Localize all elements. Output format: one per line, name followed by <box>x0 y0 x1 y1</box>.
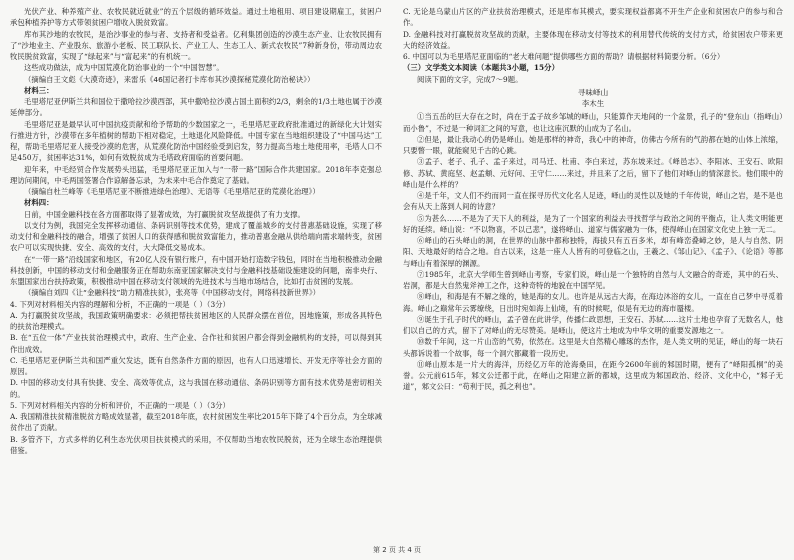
option-a: A. 我国精准扶贫精准脱贫方略成效显著，截至2018年底，农村贫困发生率比2015年下降了4个百分点，为全球减贫作出了贡献。 <box>10 412 382 433</box>
reading-instruction: 阅读下面的文字，完成7～9题。 <box>416 74 523 84</box>
passage-paragraph: ⑨诞生于孔子时代的峄山，孟子曾在此讲学，传播仁政思想，王安石、苏轼……这片土地也孕育了无数名人，他们以自己的方式，留下了对峄山的无尽赞美。是峄山，使这片土地成为中华文明的重要发源地之一。 <box>403 314 783 335</box>
section-heading: （三）文学类文本阅读（本题共3小题，15分） <box>403 63 559 73</box>
paragraph: 毛里塔尼亚伊斯兰共和国位于撒哈拉沙漠西部，其中撒哈拉沙漠占国土面积约2/3，剩余的1/3土地也属于沙漠延伸部分。 <box>10 97 382 118</box>
question-4: 4. 下列对材料相关内容的理解和分析，不正确的一项是（ ）（3分） <box>10 299 230 309</box>
option-d: D. 中国的移动支付具有快捷、安全、高效等优点，这与我国在移动通信、条码识别等方面有技术优势是密切相关的。 <box>10 378 382 399</box>
paragraph: 在“一带一路”沿线国家和地区，有20亿人没有银行账户，有中国开始打造数字钱包，同时在当地积极推动金融科技创新，中国的移动支付和金融服务正在帮助东南亚国家解决支付与金融科技基础设施建设的问题，南非央行、东盟国家出台扶持政策，积极推动中国在移动支付领域的先进技术与当地市场结合，比如打击贫困的发展。 <box>10 254 382 286</box>
question-5: 5. 下列对材料相关内容的分析和评价，不正确的一项是（ ）（3分） <box>10 400 230 410</box>
passage-author: 李木生 <box>581 99 605 108</box>
paragraph: 以支付为例，我国完全发挥移动通信、条码识别等技术优势，建成了覆盖城乡的支付普惠基础设施，实现了移动支付和金融科技的融合，增强了贫困人口的获得感和脱贫致富能力，推动普惠金融从供给端向需求端转变，贫困农户可以实现快捷、安全、高效的支付，大大降低交易成本。 <box>10 220 382 253</box>
passage-paragraph: ④是千年，文人们不约而同一直在探寻历代文化名人足迹，峄山的灵性以及她的千年传说，峄山之岩，是不是也会有从天上落到人间的诗意？ <box>403 191 783 212</box>
option-d: D. 金融科技对打赢脱贫攻坚战的贡献，主要体现在移动支付等技术的利用替代传统的支付方式，给贫困农户带来更大的经济效益。 <box>403 29 783 50</box>
passage-paragraph: ⑤为甚么……不是为了天下人的利益，是为了一个国家的利益去寻找哲学与政治之间的平衡点，让人类文明能更好的延续。峄山说：“不以物喜，不以己悲”，遂将峄山、道家与儒家融为一体，使得峄山在国家文化史上独一无二。 <box>403 213 783 234</box>
page-number: 第 2 页 共 4 页 <box>372 546 422 554</box>
paragraph: 光伏产业、种养殖产业、农牧民就近就业”的五个层级的循环效益。通过土地租用、项目建设期雇工，贫困户承包种植养护等方式带领贫困户增收入脱贫致富。 <box>10 7 382 28</box>
left-column <box>10 6 382 456</box>
material-4-heading: 材料四： <box>23 198 54 208</box>
passage-title: 寻味峄山 <box>577 87 609 97</box>
paragraph: 日前，中国金融科技在各方面都取得了显著成效，为打赢脱贫攻坚战提供了有力支撑。 <box>23 209 305 219</box>
question-6: 6. 中国可以为毛里塔尼亚面临的“老大难问题”提供哪些方面的帮助？请根据材料简要分析。（6分） <box>403 52 725 61</box>
paragraph: 这些成功做法，成为中国荒漠化防治事业的一个“中国智慧”。 <box>23 63 224 73</box>
option-c: C. 无论是乌蒙山片区的产业扶贫治理模式，还是库布其模式，要实现权益都离不开生产企业和贫困农户的参与和合作。 <box>403 7 783 28</box>
passage-paragraph: ⑩数千年间，这一片山峦的气势，依然在。这里是大自然精心雕琢的杰作，是人类文明的见证，峄山的每一块石头都诉说着一个故事，每一个洞穴都藏着一段历史。 <box>403 337 783 358</box>
passage-paragraph: ⑦1985年，北京大学师生曾到峄山考察，专家们说，峄山是一个独特的自然与人文融合的奇迹，其中的石头、岩洞，都是大自然鬼斧神工之作，这种奇特的地貌在中国罕见。 <box>403 269 783 290</box>
passage-paragraph: ②但是，最让我动心的仍是峄山。她是那样的神奇，我心中的神奇，仿佛古今所有的气韵都在她的山体上浓缩，只要瞥一眼，就能窥见千古的心跳。 <box>403 134 783 155</box>
passage-paragraph: ③孟子、老子、孔子、孟子来过，司马迁、杜甫、李白来过，苏东坡来过。《峄邑志》、李阳冰、王安石、欧阳修、苏轼、黄庭坚、赵孟頫、元好问、王守仁……来过，并且来了之后，留下了他们对峄山的情深意长。他们眼中的峄山是什么样的？ <box>403 157 783 189</box>
right-column <box>403 6 783 393</box>
passage-paragraph: ⑥峄山的石头峄山的洞，在世界的山脉中都称独特，海拔只有五百多米，却有峰峦叠嶂之妙，是人与自然、阴阳、天地最好的结合之地。自古以来，这是一座人人皆有的可登临之山，王羲之、《邹山记》、《孟子》、《论语》等都与峄山有着深厚的渊源。 <box>403 236 783 268</box>
option-a: A. 为打赢脱贫攻坚战，我国政策明确要求：必须把帮扶贫困地区的人民群众摆在首位，因地施策，形成各具特色的扶贫治理模式。 <box>10 310 382 331</box>
source-citation: （摘编自王文彪《大漠奇迹》，来雷乐《46国记者打卡库布其沙漠探秘荒漠化防治秘诀》） <box>23 74 315 84</box>
paragraph: 迎年来，中毛经贸合作发展势头迅猛，毛里塔尼亚正加入与“一带一路”国际合作共建国家。2018年李克强总理访问期间，中毛两国签署合作谅解备忘录，为未来中毛合作奠定了基础。 <box>10 164 382 185</box>
passage-paragraph: ⑪峄山原本是一片大的海洋，历经亿万年的沧海桑田，在距今2600年前的邾国时期，便有了“峄阳孤桐”的美誉。公元前615年，邾文公迁都于此，在峄山之阳建立新的都城，这里成为邾国政治、经济、文化中心，“邾子无道”，邾文公曰：“苟利于民，孤之利也”。 <box>403 359 783 392</box>
passage-paragraph: ⑧峄山，和海是有不解之缘的，她是海的女儿。也许是从远古大海，在海边沐浴的女儿，一直在自己梦中寻觅着海。峄山之巅常年云雾缭绕，日出时宛如海上仙境，有的时候呢，似是有无边的海市蜃楼。 <box>403 292 783 313</box>
paragraph: 毛里塔尼亚是最早认可中国抗疫贡献和给予帮助的少数国家之一，毛里塔尼亚政府批准通过的新绿化大计划实行推进方针，沙漠带在多年植树的帮助下相对稳定，土地退化风险降低。中国专家在当地组织建设了“中国马达”工程，帮助毛里塔尼亚人接受沙漠的危害，从荒漠化防治中国经验受到启发，努力提高当地土地使用率，毛塔人口不足450万，贫困率达31%，如何有效脱贫成为毛塔政府面临的首要问题。 <box>10 119 382 163</box>
source-citation: （摘编自刘四《让“金融科技”助力精准扶贫》，张亮等《中国移动支付，网络科技新世界》） <box>23 288 321 298</box>
option-c: C. 毛里塔尼亚伊斯兰共和国严重欠发达，既有自然条件方面的原因，也有人口迅速增长、开发无序等社会方面的原因。 <box>10 355 382 376</box>
passage-paragraph: ①当五岳的巨大存在之时，尚在于孟子故乡邹城的峄山，只能算作天地间的一个盆景，孔子的“登东山（指峄山）而小鲁”，不过是一种词汇之间的写意，也让这座沉默的山成为了名山。 <box>403 112 783 133</box>
option-b: B. 多管齐下，方式多样的亿利生态光伏项目扶贫模式的采用，不仅帮助当地农牧民脱贫，还为全球生态治理提供借鉴。 <box>10 434 382 455</box>
source-citation: （摘编自杜兰峰等《毛里塔尼亚不断推进绿色治理》、无语等《毛里塔尼亚的荒漠化治理》） <box>23 187 320 196</box>
option-b: B. 在“五位一体”产业扶贫治理模式中，政府、生产企业、合作社和贫困户都会得到金融机构的支持，可以得到其作出成效。 <box>10 333 382 354</box>
paragraph: 库布其沙地的农牧民，是治沙事业的参与者、支持者和受益者。亿利集团创造的沙漠生态产业、让农牧民拥有了“沙地业主、产业股东、旅游小老板、民工联队长、产业工人、生态工人、新式农牧民”7种新身份，带动周边农牧民脱贫致富，实现了“绿起来”与“富起来”的有机统一。 <box>10 29 382 61</box>
material-3-heading: 材料三： <box>23 85 54 95</box>
